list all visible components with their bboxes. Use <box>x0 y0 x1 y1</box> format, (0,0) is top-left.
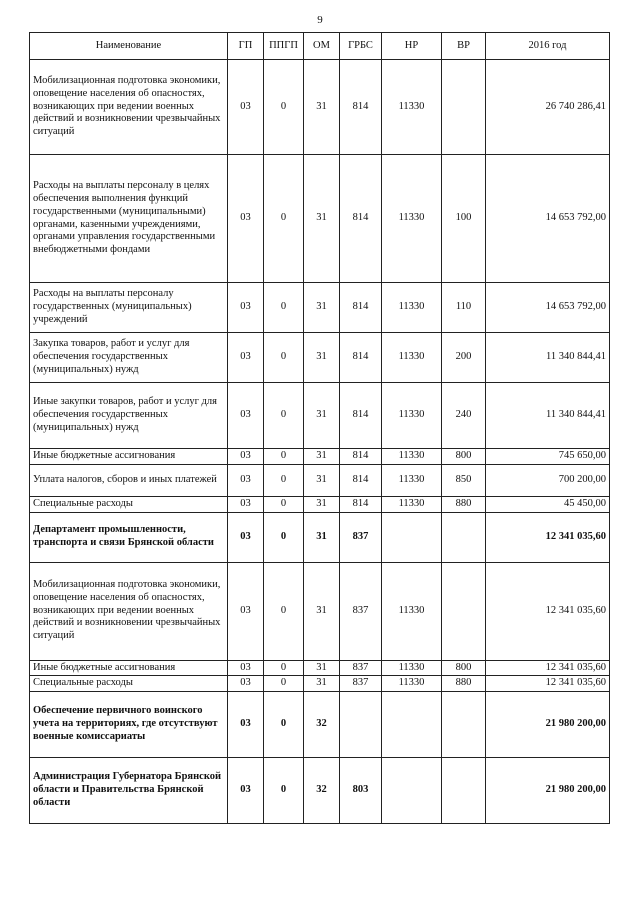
cell-name: Закупка товаров, работ и услуг для обеспечения государственных (муниципальных) нужд <box>30 333 228 383</box>
cell-name: Расходы на выплаты персоналу в целях обеспечения выполнения функций государственными (муниципальными) органами, казенными учреждениями, органами управления государственными внебюджетными фондами <box>30 155 228 283</box>
cell-gp: 03 <box>228 692 264 758</box>
cell-amount: 14 653 792,00 <box>486 155 610 283</box>
cell-name: Расходы на выплаты персоналу государственных (муниципальных) учреждений <box>30 283 228 333</box>
cell-name: Иные закупки товаров, работ и услуг для обеспечения государственных (муниципальных) нужд <box>30 383 228 449</box>
cell-vr: 800 <box>442 449 486 465</box>
cell-ppgp: 0 <box>264 758 304 824</box>
cell-gp: 03 <box>228 464 264 496</box>
cell-nr <box>382 512 442 562</box>
cell-gp: 03 <box>228 562 264 660</box>
cell-om: 31 <box>304 60 340 155</box>
cell-nr: 11330 <box>382 676 442 692</box>
table-row <box>30 155 610 283</box>
table-body <box>30 60 610 824</box>
cell-om: 31 <box>304 562 340 660</box>
cell-nr: 11330 <box>382 660 442 676</box>
cell-amount: 45 450,00 <box>486 496 610 512</box>
cell-grbs: 837 <box>340 562 382 660</box>
cell-vr <box>442 692 486 758</box>
cell-vr: 200 <box>442 333 486 383</box>
cell-name: Иные бюджетные ассигнования <box>30 660 228 676</box>
col-om-header: ОМ <box>304 33 340 60</box>
table-row <box>30 464 610 496</box>
cell-nr: 11330 <box>382 449 442 465</box>
cell-om: 31 <box>304 660 340 676</box>
cell-gp: 03 <box>228 383 264 449</box>
table-row <box>30 60 610 155</box>
cell-gp: 03 <box>228 449 264 465</box>
cell-ppgp: 0 <box>264 562 304 660</box>
col-name-header: Наименование <box>30 33 228 60</box>
cell-grbs <box>340 692 382 758</box>
cell-vr: 100 <box>442 155 486 283</box>
cell-ppgp: 0 <box>264 283 304 333</box>
budget-table <box>29 32 610 824</box>
cell-ppgp: 0 <box>264 676 304 692</box>
cell-grbs: 814 <box>340 333 382 383</box>
cell-ppgp: 0 <box>264 60 304 155</box>
cell-om: 31 <box>304 383 340 449</box>
cell-name: Уплата налогов, сборов и иных платежей <box>30 464 228 496</box>
cell-amount: 12 341 035,60 <box>486 562 610 660</box>
cell-gp: 03 <box>228 283 264 333</box>
cell-ppgp: 0 <box>264 449 304 465</box>
cell-gp: 03 <box>228 496 264 512</box>
cell-amount: 12 341 035,60 <box>486 512 610 562</box>
cell-name: Специальные расходы <box>30 496 228 512</box>
col-nr-header: НР <box>382 33 442 60</box>
cell-grbs: 814 <box>340 464 382 496</box>
cell-gp: 03 <box>228 676 264 692</box>
cell-nr: 11330 <box>382 464 442 496</box>
cell-om: 32 <box>304 692 340 758</box>
table-row <box>30 676 610 692</box>
cell-gp: 03 <box>228 512 264 562</box>
cell-vr: 850 <box>442 464 486 496</box>
cell-nr: 11330 <box>382 155 442 283</box>
cell-amount: 12 341 035,60 <box>486 660 610 676</box>
cell-nr: 11330 <box>382 496 442 512</box>
cell-name: Мобилизационная подготовка экономики, оповещение населения об опасностях, возникающих при ведении военных действий и возникновении чрезвычайных ситуаций <box>30 60 228 155</box>
cell-amount: 21 980 200,00 <box>486 758 610 824</box>
cell-grbs: 814 <box>340 496 382 512</box>
cell-grbs: 814 <box>340 155 382 283</box>
cell-vr: 110 <box>442 283 486 333</box>
cell-grbs: 837 <box>340 512 382 562</box>
col-grbs-header: ГРБС <box>340 33 382 60</box>
table-row <box>30 562 610 660</box>
cell-name: Департамент промышленности, транспорта и связи Брянской области <box>30 512 228 562</box>
cell-ppgp: 0 <box>264 155 304 283</box>
table-row <box>30 333 610 383</box>
cell-vr: 880 <box>442 676 486 692</box>
cell-nr: 11330 <box>382 383 442 449</box>
table-header-row <box>30 33 610 60</box>
cell-nr: 11330 <box>382 562 442 660</box>
table-row <box>30 512 610 562</box>
table-row <box>30 496 610 512</box>
cell-om: 32 <box>304 758 340 824</box>
cell-grbs: 837 <box>340 676 382 692</box>
table-row <box>30 449 610 465</box>
cell-amount: 11 340 844,41 <box>486 333 610 383</box>
cell-om: 31 <box>304 333 340 383</box>
cell-ppgp: 0 <box>264 692 304 758</box>
cell-vr: 880 <box>442 496 486 512</box>
cell-grbs: 814 <box>340 60 382 155</box>
cell-grbs: 803 <box>340 758 382 824</box>
cell-amount: 12 341 035,60 <box>486 676 610 692</box>
cell-om: 31 <box>304 464 340 496</box>
cell-ppgp: 0 <box>264 383 304 449</box>
cell-gp: 03 <box>228 660 264 676</box>
cell-vr <box>442 512 486 562</box>
cell-om: 31 <box>304 449 340 465</box>
cell-vr: 800 <box>442 660 486 676</box>
cell-ppgp: 0 <box>264 464 304 496</box>
cell-ppgp: 0 <box>264 512 304 562</box>
table-row <box>30 660 610 676</box>
cell-amount: 700 200,00 <box>486 464 610 496</box>
cell-nr: 11330 <box>382 283 442 333</box>
col-ppgp-header: ППГП <box>264 33 304 60</box>
cell-om: 31 <box>304 496 340 512</box>
cell-ppgp: 0 <box>264 496 304 512</box>
table-row <box>30 758 610 824</box>
cell-grbs: 814 <box>340 449 382 465</box>
cell-vr: 240 <box>442 383 486 449</box>
cell-om: 31 <box>304 512 340 562</box>
cell-amount: 21 980 200,00 <box>486 692 610 758</box>
cell-nr: 11330 <box>382 333 442 383</box>
cell-om: 31 <box>304 283 340 333</box>
cell-vr <box>442 60 486 155</box>
cell-name: Обеспечение первичного воинского учета на территориях, где отсутствуют военные комиссариаты <box>30 692 228 758</box>
cell-grbs: 837 <box>340 660 382 676</box>
cell-gp: 03 <box>228 758 264 824</box>
page-number: 9 <box>317 14 323 26</box>
cell-amount: 11 340 844,41 <box>486 383 610 449</box>
cell-gp: 03 <box>228 333 264 383</box>
cell-vr <box>442 758 486 824</box>
cell-om: 31 <box>304 676 340 692</box>
cell-ppgp: 0 <box>264 660 304 676</box>
cell-amount: 26 740 286,41 <box>486 60 610 155</box>
table-row <box>30 283 610 333</box>
cell-gp: 03 <box>228 155 264 283</box>
col-vr-header: ВР <box>442 33 486 60</box>
cell-gp: 03 <box>228 60 264 155</box>
cell-nr <box>382 692 442 758</box>
cell-name: Администрация Губернатора Брянской области и Правительства Брянской области <box>30 758 228 824</box>
cell-grbs: 814 <box>340 283 382 333</box>
cell-om: 31 <box>304 155 340 283</box>
cell-grbs: 814 <box>340 383 382 449</box>
cell-amount: 14 653 792,00 <box>486 283 610 333</box>
table-row <box>30 692 610 758</box>
col-year-header: 2016 год <box>486 33 610 60</box>
col-gp-header: ГП <box>228 33 264 60</box>
cell-vr <box>442 562 486 660</box>
cell-ppgp: 0 <box>264 333 304 383</box>
cell-nr <box>382 758 442 824</box>
cell-name: Специальные расходы <box>30 676 228 692</box>
cell-name: Иные бюджетные ассигнования <box>30 449 228 465</box>
cell-amount: 745 650,00 <box>486 449 610 465</box>
table-row <box>30 383 610 449</box>
cell-name: Мобилизационная подготовка экономики, оповещение населения об опасностях, возникающих при ведении военных действий и возникновении чрезвычайных ситуаций <box>30 562 228 660</box>
cell-nr: 11330 <box>382 60 442 155</box>
